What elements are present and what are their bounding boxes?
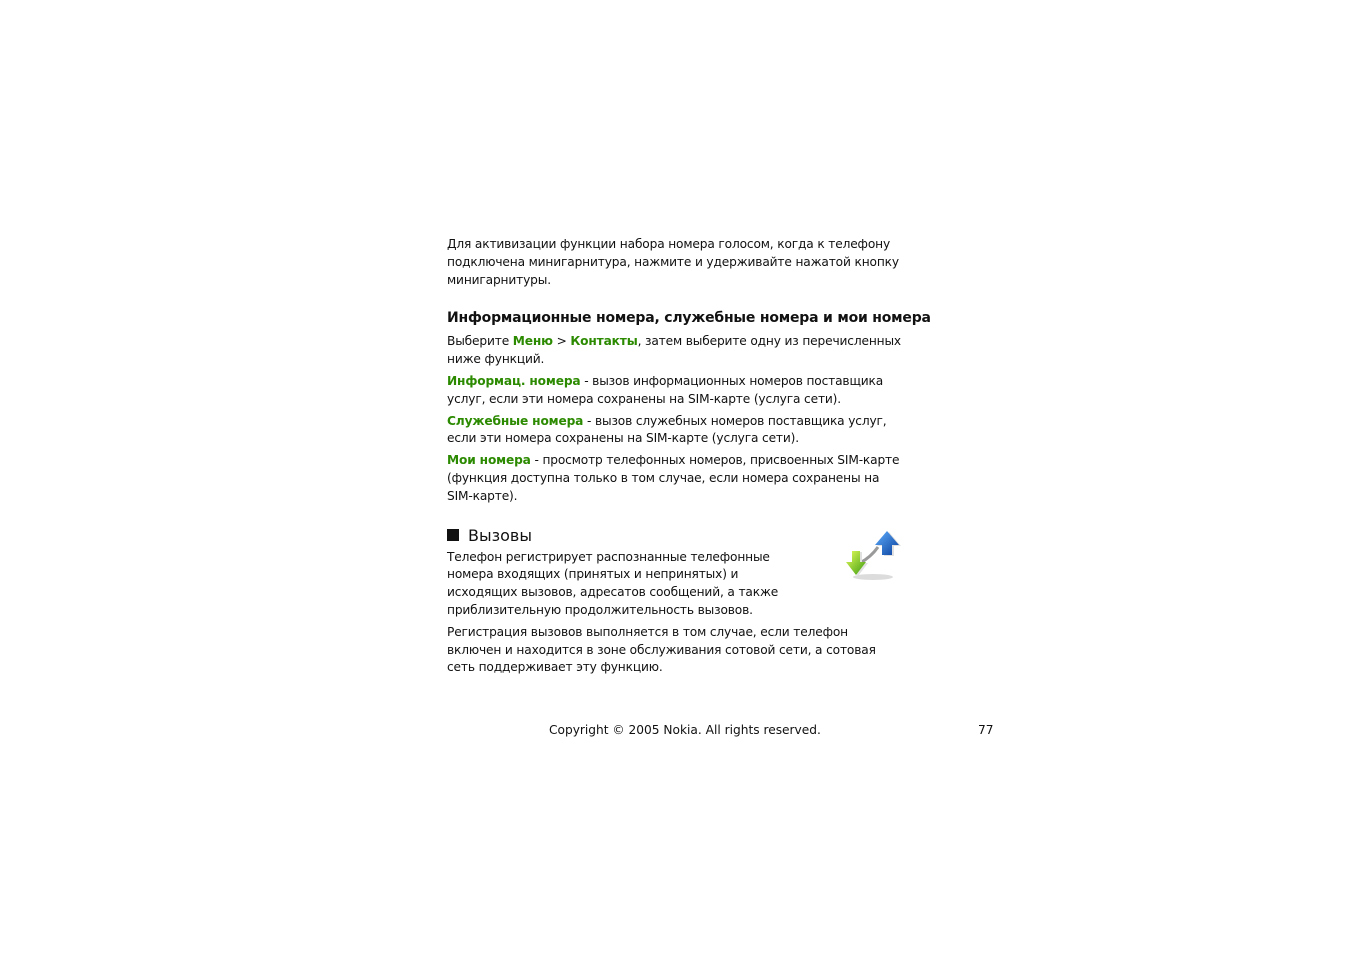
calls-paragraph-1: Телефон регистрирует распознанные телефонные номера входящих (принятых и непринятых) и исходящих вызовов, адресатов сообщений, а также приблизительную продолжительность вызовов. [447,549,779,617]
page-number: 77 [978,723,994,737]
my-numbers-term: Мои номера [447,453,531,468]
select-prefix: Выберите [447,334,513,349]
call-log-arrows-icon [845,527,901,583]
menu-link: Меню [512,334,553,349]
select-suffix: , затем выберите одну из перечисленных ниже функций. [447,334,901,367]
menu-separator: > [552,334,571,349]
service-numbers-item [447,413,905,449]
select-instruction [447,333,905,369]
service-numbers-term: Служебные номера [447,413,584,428]
service-numbers-desc: - вызов служебных номеров поставщика услуг, если эти номера сохранены на SIM-карте (услуга сети). [447,413,887,446]
calls-section [447,549,905,678]
intro-paragraph: Для активизации функции набора номера голосом, когда к телефону подключена минигарнитура, нажмите и удерживайте нажатой кнопку минигарнитуры. [447,237,899,287]
copyright-text: Copyright © 2005 Nokia. All rights reserved. [549,723,821,737]
info-numbers-heading: Информационные номера, служебные номера и мои номера [447,310,931,327]
calls-paragraph-2: Регистрация вызовов выполняется в том случае, если телефон включен и находится в зоне обслуживания сотовой сети, а сотовая сеть поддерживает эту функцию. [447,624,876,675]
info-numbers-term: Информац. номера [447,373,581,388]
section-bullet-icon [447,529,459,541]
contacts-link: Контакты [570,334,638,349]
info-numbers-item [447,373,905,409]
my-numbers-item [447,452,905,505]
calls-section-title: Вызовы [468,525,532,545]
my-numbers-desc: - просмотр телефонных номеров, присвоенных SIM-карте (функция доступна только в том случае, если номера сохранены на SIM-карте). [447,453,900,503]
info-numbers-desc: - вызов информационных номеров поставщика услуг, если эти номера сохранены на SIM-карте (услуга сети). [447,373,884,406]
calls-section-header [447,526,905,545]
page-content [447,236,931,677]
